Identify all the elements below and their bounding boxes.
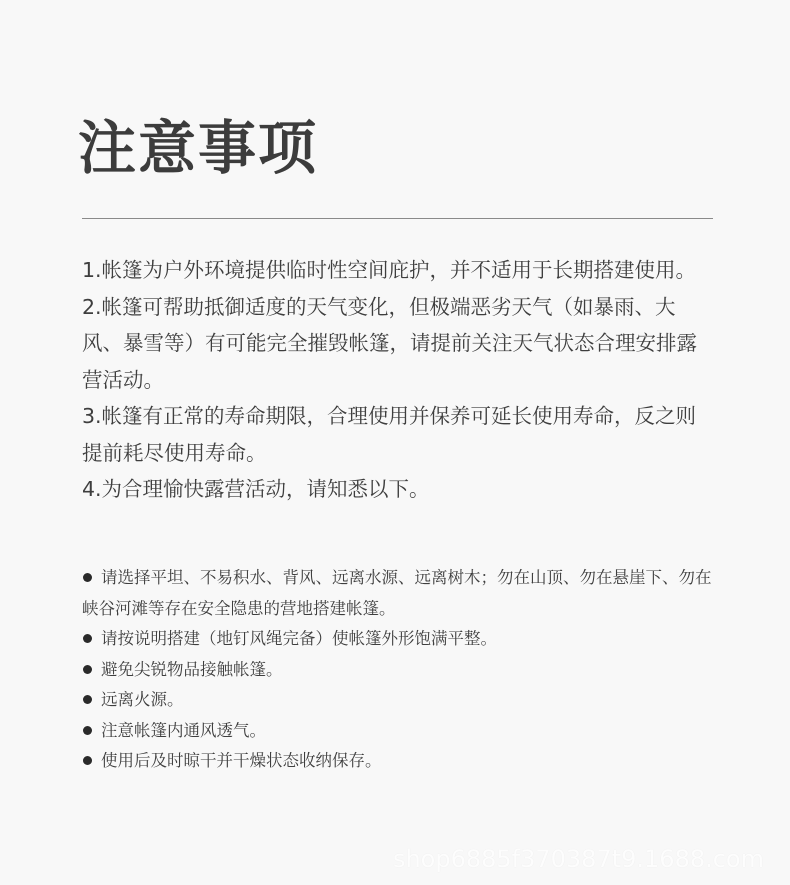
page-title: 注意事项	[78, 114, 319, 182]
numbered-notes	[82, 252, 712, 508]
list-item	[82, 685, 722, 716]
list-item	[82, 624, 722, 655]
list-item	[82, 655, 722, 686]
tips-list	[82, 563, 722, 777]
tip-text: 使用后及时晾干并干燥状态收纳保存。	[101, 751, 382, 770]
tip-text: 请选择平坦、不易积水、背风、远离水源、远离树木；勿在山顶、勿在悬崖下、勿在峡谷河滩等存在安全隐患的营地搭建帐篷。	[82, 568, 712, 618]
bullet-dot-icon	[83, 665, 92, 674]
shop-watermark: shop6885f370387t9.1688.com	[392, 845, 764, 873]
bullet-dot-icon	[83, 695, 92, 704]
note-item: 2.帐篷可帮助抵御适度的天气变化，但极端恶劣天气（如暴雨、大风、暴雪等）有可能完全摧毁帐篷，请提前关注天气状态合理安排露营活动。	[82, 294, 697, 392]
tip-text: 远离火源。	[101, 690, 184, 709]
note-item: 3.帐篷有正常的寿命期限，合理使用并保养可延长使用寿命，反之则提前耗尽使用寿命。	[82, 404, 697, 465]
note-item: 4.为合理愉快露营活动，请知悉以下。	[82, 477, 430, 501]
bullet-dot-icon	[83, 726, 92, 735]
bullet-dot-icon	[83, 756, 92, 765]
bullet-dot-icon	[83, 573, 92, 582]
list-item	[82, 746, 722, 777]
tip-text: 请按说明搭建（地钉风绳完备）使帐篷外形饱满平整。	[101, 629, 497, 648]
list-item	[82, 716, 722, 747]
tip-text: 避免尖锐物品接触帐篷。	[101, 659, 283, 679]
tip-text: 注意帐篷内通风透气。	[101, 720, 266, 740]
title-divider	[82, 218, 713, 219]
list-item	[82, 563, 722, 624]
bullet-dot-icon	[83, 634, 92, 643]
note-item: 1.帐篷为户外环境提供临时性空间庇护，并不适用于长期搭建使用。	[82, 258, 697, 282]
